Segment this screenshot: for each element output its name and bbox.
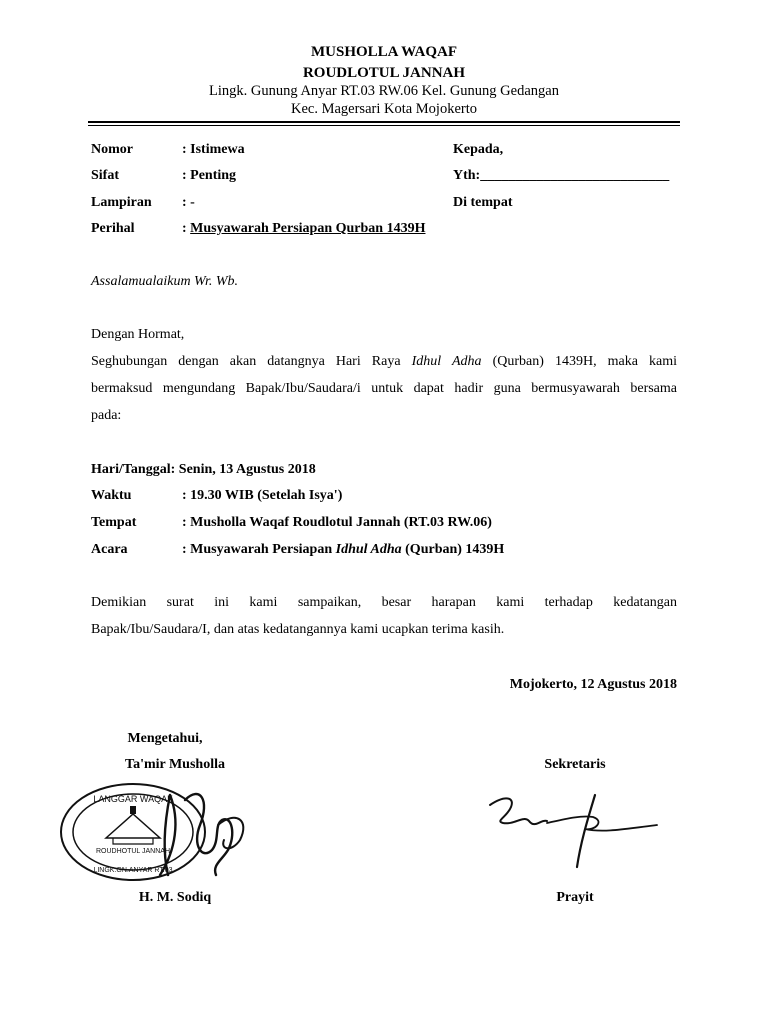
signature-left-icon bbox=[140, 780, 260, 880]
subject-text: Musyawarah Persiapan Qurban 1439H bbox=[190, 221, 426, 236]
recipient-di-tempat: Di tempat bbox=[453, 195, 513, 210]
recipient-kepada: Kepada, bbox=[453, 142, 504, 157]
para1-line3: pada: bbox=[91, 408, 122, 423]
sig-right-role: Sekretaris bbox=[544, 757, 606, 772]
header-rule-thick bbox=[88, 121, 680, 123]
meta-perihal-label: Perihal bbox=[91, 221, 135, 236]
meta-sifat-label: Sifat bbox=[91, 168, 119, 183]
meta-nomor-value: : Istimewa bbox=[182, 142, 245, 157]
meta-lampiran-value: : - bbox=[182, 195, 195, 210]
header-rule-thin bbox=[88, 125, 680, 126]
meta-lampiran-label: Lampiran bbox=[91, 195, 152, 210]
closing-line1: Demikian surat ini kami sampaikan, besar harapan kami terhadap kedatangan bbox=[91, 595, 677, 610]
sig-left-heading: Mengetahui, bbox=[127, 731, 203, 746]
event-agenda: Acara : Musyawarah Persiapan Idhul Adha (Qurban) 1439H bbox=[91, 542, 505, 557]
closing-line2: Bapak/Ibu/Saudara/I, dan atas kedatangannya kami ucapkan terima kasih. bbox=[91, 622, 505, 637]
opening: Dengan Hormat, bbox=[91, 327, 185, 342]
sig-left-name: H. M. Sodiq bbox=[138, 890, 212, 905]
stamp-middle-text: ROUDHOTUL JANNAH bbox=[95, 848, 171, 855]
meta-nomor-label: Nomor bbox=[91, 142, 133, 157]
stamp-bottom-text: LINGK.GN.ANYAR RT.03 bbox=[93, 867, 173, 874]
sig-right-name: Prayit bbox=[556, 890, 594, 905]
org-name-line1: MUSHOLLA WAQAF bbox=[311, 44, 457, 60]
meta-perihal-value: : Musyawarah Persiapan Qurban 1439H bbox=[182, 221, 426, 236]
para1-line2: bermaksud mengundang Bapak/Ibu/Saudara/i untuk dapat hadir guna bermusyawarah bersama bbox=[91, 381, 677, 396]
sig-left-role: Ta'mir Musholla bbox=[125, 757, 225, 772]
event-time: Waktu : 19.30 WIB (Setelah Isya') bbox=[91, 488, 343, 503]
address-line1: Lingk. Gunung Anyar RT.03 RW.06 Kel. Gunung Gedangan bbox=[209, 83, 559, 99]
place-date: Mojokerto, 12 Agustus 2018 bbox=[509, 677, 677, 692]
signature-right-icon bbox=[485, 785, 660, 875]
event-place: Tempat : Musholla Waqaf Roudlotul Jannah (RT.03 RW.06) bbox=[91, 515, 492, 530]
meta-sifat-value: : Penting bbox=[182, 168, 237, 183]
para1-line1: Seghubungan dengan akan datangnya Hari Raya Idhul Adha (Qurban) 1439H, maka kami bbox=[91, 354, 678, 369]
event-date: Hari/Tanggal: Senin, 13 Agustus 2018 bbox=[91, 462, 316, 477]
stamp-top-text: LANGGAR WAQAF bbox=[93, 794, 173, 804]
recipient-yth: Yth:___________________________ bbox=[453, 168, 670, 183]
address-line2: Kec. Magersari Kota Mojokerto bbox=[290, 101, 478, 117]
greeting: Assalamualaikum Wr. Wb. bbox=[91, 274, 238, 289]
org-name-line2: ROUDLOTUL JANNAH bbox=[302, 65, 466, 81]
